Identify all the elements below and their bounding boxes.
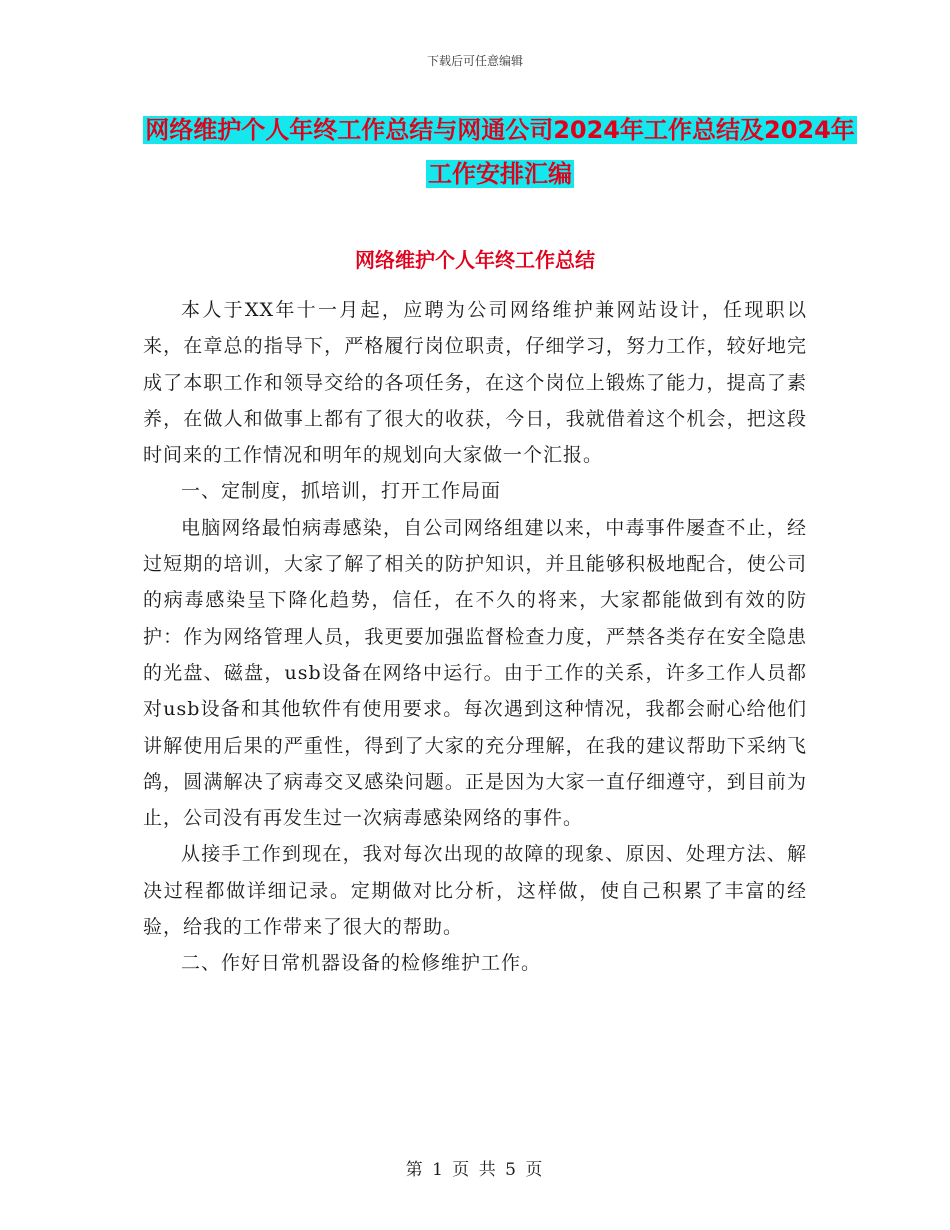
paragraph-heading-2: 二、作好日常机器设备的检修维护工作。 xyxy=(181,952,542,975)
paragraph-virus: 电脑网络最怕病毒感染，自公司网络组建以来，中毒事件屡查不止，经过短期的培训，大家了解了相关的防护知识，并且能够积极地配合，使公司的病毒感染呈下降化趋势，信任，在不久的将来，大家都能做到有效的防护：作为网络管理人员，我更要加强监督检查力度，严禁各类存在安全隐患的光盘、磁盘，usb设备在网络中运行。由于工作的关系，许多工作人员都对usb设备和其他软件有使用要求。每次遇到这种情况，我都会耐心给他们讲解使用后果的严重性，得到了大家的充分理解，在我的建议帮助下采纳飞鸽，圆满解决了病毒交叉感染问题。正是因为大家一直仔细遵守，到目前为止，公司没有再发生过一次病毒感染网络的事件。 xyxy=(143,516,807,830)
page-number-footer: 第 1 页 共 5 页 xyxy=(405,1160,545,1180)
document-body xyxy=(143,292,807,982)
paragraph-records: 从接手工作到现在，我对每次出现的故障的现象、原因、处理方法、解决过程都做详细记录。定期做对比分析，这样做，使自己积累了丰富的经验，给我的工作带来了很大的帮助。 xyxy=(143,843,807,939)
document-title xyxy=(140,108,860,196)
paragraph-intro: 本人于XX年十一月起，应聘为公司网络维护兼网站设计，任现职以来，在章总的指导下，严格履行岗位职责，仔细学习，努力工作，较好地完成了本职工作和领导交给的各项任务，在这个岗位上锻炼了能力，提高了素养，在做人和做事上都有了很大的收获，今日，我就借着这个机会，把这段时间来的工作情况和明年的规划向大家做一个汇报。 xyxy=(143,299,807,467)
section-title: 网络维护个人年终工作总结 xyxy=(355,248,595,272)
paragraph-heading-1: 一、定制度，抓培训，打开工作局面 xyxy=(181,480,502,503)
header-note: 下载后可任意编辑 xyxy=(426,54,523,68)
document-title-text: 网络维护个人年终工作总结与网通公司2024年工作总结及2024年工作安排汇编 xyxy=(145,116,855,188)
